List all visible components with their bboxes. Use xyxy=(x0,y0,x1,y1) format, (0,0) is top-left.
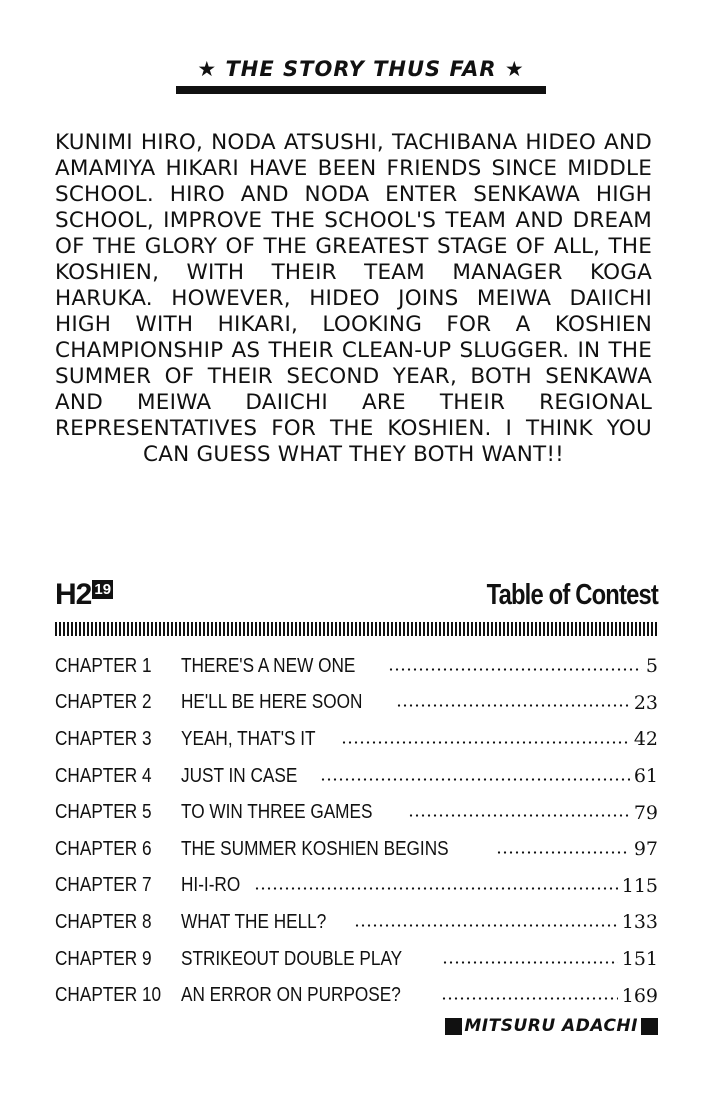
chapter-title: THE SUMMER KOSHIEN BEGINS xyxy=(181,837,449,860)
chapter-title: HE'LL BE HERE SOON xyxy=(181,691,363,714)
chapter-label: CHAPTER 8 xyxy=(55,910,152,933)
leader-dots xyxy=(354,924,618,927)
leader-dots xyxy=(496,851,630,854)
toc-row[interactable] xyxy=(55,868,658,905)
chapter-page: 151 xyxy=(621,948,658,971)
chapter-page: 5 xyxy=(645,655,658,678)
chapter-page: 61 xyxy=(633,765,658,788)
chapter-label: CHAPTER 7 xyxy=(55,874,152,897)
toc-row[interactable] xyxy=(55,941,658,978)
chapter-page: 79 xyxy=(633,801,658,824)
author-name: MITSURU ADACHI xyxy=(464,1016,638,1036)
story-summary: KUNIMI HIRO, NODA ATSUSHI, TACHIBANA HIDEO AND AMAMIYA HIKARI HAVE BEEN FRIENDS SINCE MIDDLE SCHOOL. HIRO AND NODA ENTER SENKAWA HIGH SCHOOL, IMPROVE THE SCHOOL'S TEAM AND DREAM OF THE GLORY OF THE GREATEST STAGE OF ALL, THE KOSHIEN, WITH THEIR TEAM MANAGER KOGA HARUKA. HOWEVER, HIDEO JOINS MEIWA DAIICHI HIGH WITH HIKARI, LOOKING FOR A KOSHIEN CHAMPIONSHIP AS THEIR CLEAN-UP SLUGGER. IN THE SUMMER OF THEIR SECOND YEAR, BOTH SENKAWA AND MEIWA DAIICHI ARE THEIR REGIONAL REPRESENTATIVES FOR THE KOSHIEN. I THINK YOU CAN GUESS WHAT THEY BOTH WANT!! xyxy=(55,130,652,467)
chapter-title: STRIKEOUT DOUBLE PLAY xyxy=(181,947,403,970)
toc-row[interactable] xyxy=(55,648,658,685)
toc-header xyxy=(55,575,658,615)
leader-dots xyxy=(441,997,618,1000)
header-underline xyxy=(176,86,546,94)
chapter-page: 23 xyxy=(633,691,658,714)
chapter-label: CHAPTER 6 xyxy=(55,837,152,860)
chapter-page: 97 xyxy=(633,838,658,861)
leader-dots xyxy=(320,778,630,781)
leader-dots xyxy=(442,961,618,964)
toc-title: Table of Contest xyxy=(486,579,658,611)
story-header xyxy=(176,54,546,94)
chapter-label: CHAPTER 5 xyxy=(55,801,152,824)
leader-dots xyxy=(341,741,629,744)
chapter-page: 115 xyxy=(621,874,658,897)
square-bullet-icon xyxy=(641,1018,658,1035)
chapter-page: 42 xyxy=(633,728,658,751)
leader-dots xyxy=(254,887,618,890)
toc-row[interactable] xyxy=(55,721,658,758)
chapter-title: YEAH, THAT'S IT xyxy=(181,727,316,750)
chapter-title: HI-I-RO xyxy=(181,874,241,897)
leader-dots xyxy=(408,814,630,817)
chapter-title: AN ERROR ON PURPOSE? xyxy=(181,984,401,1007)
chapter-label: CHAPTER 4 xyxy=(55,764,152,787)
chapter-title: TO WIN THREE GAMES xyxy=(181,801,373,824)
chapter-title: JUST IN CASE xyxy=(181,764,298,787)
series-logo-text: H2 xyxy=(55,578,92,611)
toc-row[interactable] xyxy=(55,977,658,1014)
volume-badge: 19 xyxy=(94,581,112,598)
toc-list xyxy=(55,648,658,1014)
toc-divider xyxy=(55,622,658,636)
series-logo xyxy=(55,577,113,613)
toc-row[interactable] xyxy=(55,685,658,722)
chapter-label: CHAPTER 9 xyxy=(55,947,152,970)
toc-row[interactable] xyxy=(55,758,658,795)
chapter-label: CHAPTER 3 xyxy=(55,727,152,750)
leader-dots xyxy=(388,668,642,671)
toc-row[interactable] xyxy=(55,831,658,868)
chapter-label: CHAPTER 2 xyxy=(55,691,152,714)
author-credit xyxy=(445,1016,658,1036)
leader-dots xyxy=(396,704,630,707)
chapter-page: 133 xyxy=(621,911,658,934)
chapter-title: WHAT THE HELL? xyxy=(181,910,327,933)
chapter-label: CHAPTER 10 xyxy=(55,984,162,1007)
toc-row[interactable] xyxy=(55,794,658,831)
square-bullet-icon xyxy=(445,1018,462,1035)
chapter-label: CHAPTER 1 xyxy=(55,654,152,677)
story-header-title: ★ THE STORY THUS FAR ★ xyxy=(197,57,525,81)
chapter-page: 169 xyxy=(621,984,658,1007)
chapter-title: THERE'S A NEW ONE xyxy=(181,654,356,677)
toc-row[interactable] xyxy=(55,904,658,941)
